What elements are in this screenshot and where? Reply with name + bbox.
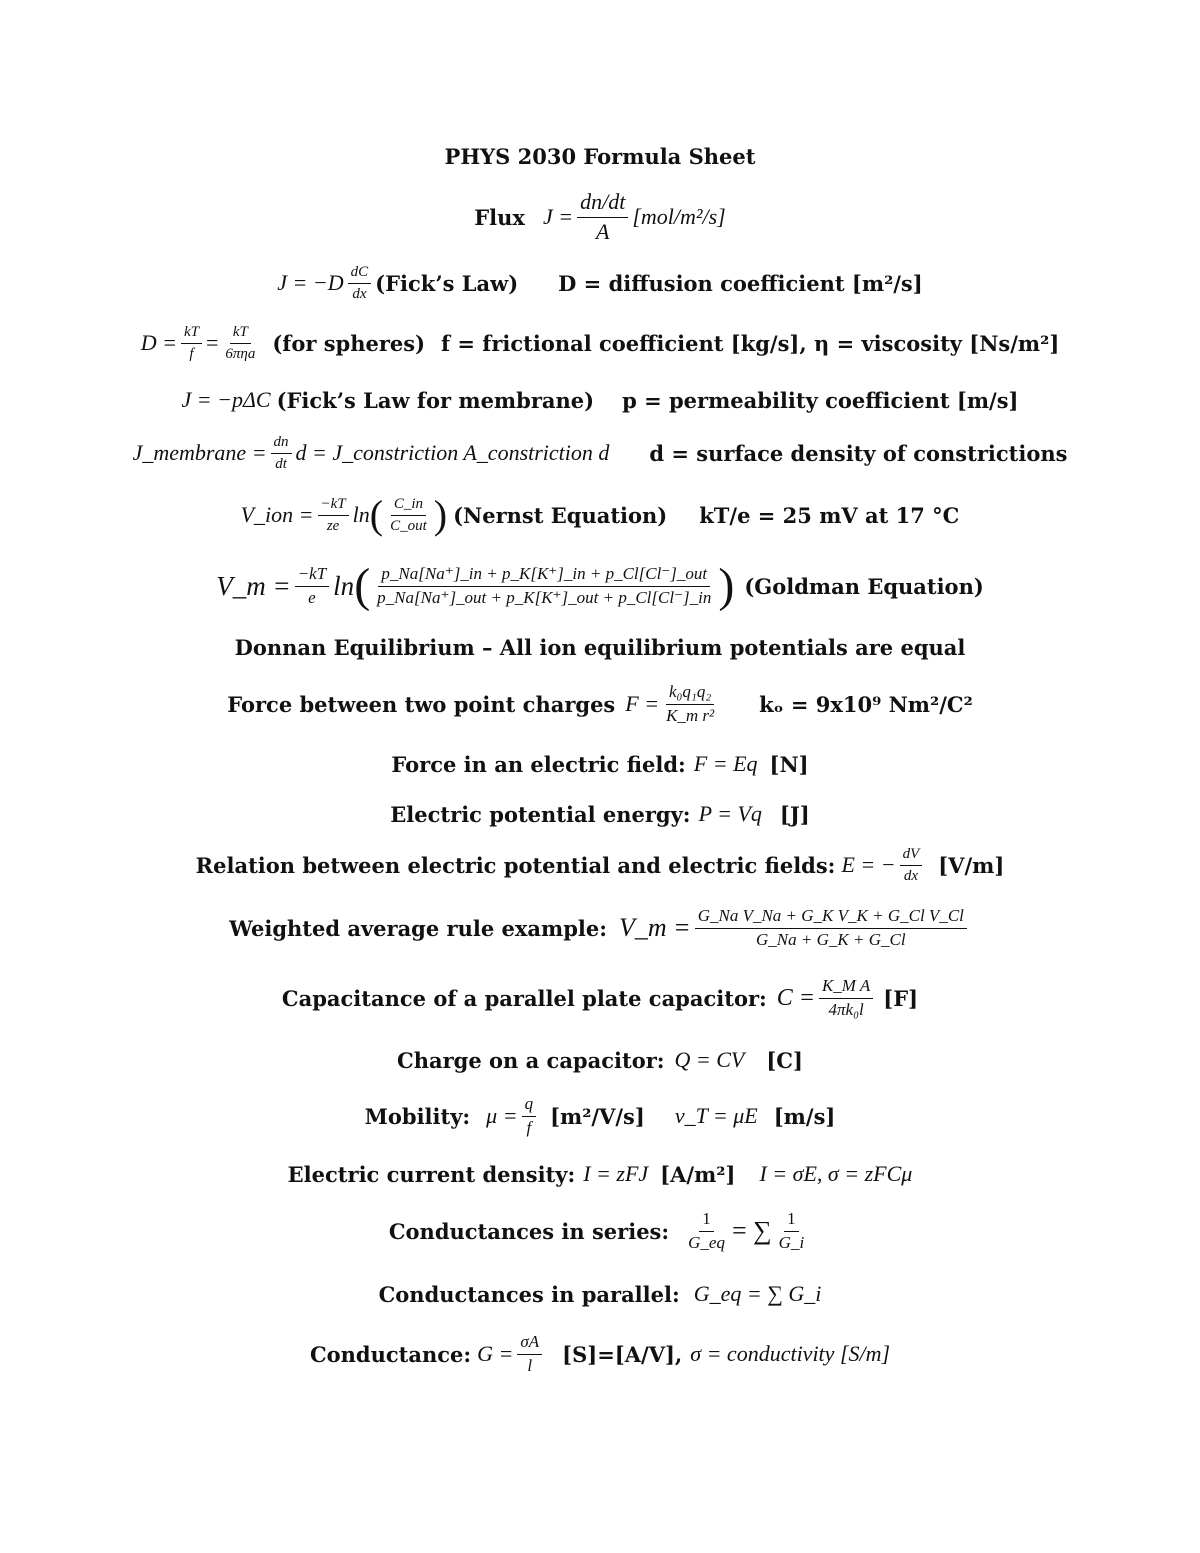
capacitance-line bbox=[0, 970, 1200, 1026]
diffusion-num-1: kT bbox=[181, 324, 202, 344]
diffusion-den-1: f bbox=[189, 345, 194, 362]
weighted-num: G_Na V_Na + G_K V_K + G_Cl V_Cl bbox=[695, 907, 967, 929]
nernst-inner-num: C_in bbox=[391, 496, 426, 516]
constriction-fraction bbox=[271, 434, 292, 472]
mobility-den: f bbox=[526, 1117, 532, 1137]
constriction-note: d = surface density of constrictions bbox=[649, 440, 1068, 466]
mobility-label: Mobility: bbox=[364, 1103, 471, 1129]
fick-note: D = diffusion coefficient [m²/s] bbox=[558, 270, 923, 296]
mobility-unit: [m²/V/s] bbox=[550, 1103, 645, 1129]
capacitance-unit: [F] bbox=[883, 985, 919, 1011]
goldman-open-paren: ( bbox=[354, 559, 371, 612]
mobility-lhs: μ = bbox=[486, 1103, 518, 1128]
series-fraction-1 bbox=[685, 1210, 728, 1252]
constriction-line bbox=[0, 430, 1200, 476]
coulomb-line bbox=[0, 676, 1200, 732]
current-label: Electric current density: bbox=[287, 1161, 576, 1187]
mobility-fraction bbox=[522, 1095, 537, 1137]
flux-label: Flux bbox=[474, 204, 525, 230]
coulomb-den: K_m r² bbox=[666, 705, 715, 725]
goldman-inner-den: p_Na[Na⁺]_out + p_K[K⁺]_out + p_Cl[Cl⁻]_in bbox=[377, 587, 712, 607]
goldman-line bbox=[0, 556, 1200, 616]
pe-unit: [J] bbox=[779, 801, 810, 827]
membrane-line bbox=[0, 382, 1200, 418]
nernst-fraction bbox=[318, 496, 349, 534]
charge-line bbox=[0, 1042, 1200, 1078]
diffusion-fraction-2 bbox=[222, 324, 258, 362]
membrane-note: p = permeability coefficient [m/s] bbox=[622, 387, 1019, 413]
flux-lhs: J = bbox=[542, 204, 574, 229]
diffusion-num-2: kT bbox=[230, 324, 251, 344]
fick-lhs: J = −D bbox=[277, 270, 344, 295]
series-num: 1 bbox=[699, 1210, 714, 1232]
mobility-unit2: [m/s] bbox=[773, 1103, 836, 1129]
nernst-line bbox=[0, 488, 1200, 542]
constriction-lhs: J_membrane = bbox=[132, 440, 267, 465]
capacitance-fraction bbox=[819, 977, 873, 1019]
constriction-mid: d = J_constriction A_constriction d bbox=[295, 440, 610, 465]
charge-formula: Q = CV bbox=[674, 1047, 745, 1072]
charge-label: Charge on a capacitor: bbox=[397, 1047, 665, 1073]
nernst-close-paren: ) bbox=[433, 492, 448, 537]
diffusion-note: f = frictional coefficient [kg/s], η = viscosity [Ns/m²] bbox=[441, 330, 1060, 356]
conductance-lhs: G = bbox=[477, 1341, 514, 1366]
nernst-den: ze bbox=[326, 517, 340, 534]
efield-force-formula: F = Eq bbox=[693, 751, 758, 776]
efield-force-line bbox=[0, 746, 1200, 782]
diffusion-lhs: D = bbox=[140, 330, 177, 355]
coulomb-num: k₀q₁q₂ bbox=[666, 683, 714, 705]
series-sum: = ∑ bbox=[731, 1216, 772, 1245]
goldman-fraction bbox=[295, 565, 329, 607]
series-den-2: G_i bbox=[778, 1232, 805, 1252]
series-label: Conductances in series: bbox=[388, 1218, 670, 1244]
relation-num: dV bbox=[900, 846, 923, 866]
title-text: PHYS 2030 Formula Sheet bbox=[444, 143, 756, 169]
weighted-lhs: V_m = bbox=[619, 913, 691, 942]
conductance-line bbox=[0, 1326, 1200, 1382]
conductance-num: σA bbox=[517, 1333, 542, 1355]
goldman-inner-num: p_Na[Na⁺]_in + p_K[K⁺]_in + p_Cl[Cl⁻]_out bbox=[378, 565, 710, 587]
flux-unit: [mol/m²/s] bbox=[632, 204, 726, 229]
capacitance-den: 4πk₀l bbox=[828, 999, 864, 1019]
mobility-num: q bbox=[522, 1095, 537, 1117]
fick-den: dx bbox=[352, 285, 367, 302]
nernst-open-paren: ( bbox=[369, 492, 384, 537]
capacitance-lhs: C = bbox=[776, 984, 815, 1011]
flux-num: dn/dt bbox=[577, 190, 628, 217]
fick-num: dC bbox=[348, 264, 372, 284]
diffusion-spheres: (for spheres) bbox=[272, 330, 426, 356]
fick-fraction bbox=[348, 264, 372, 302]
weighted-label: Weighted average rule example: bbox=[229, 915, 608, 941]
series-num-2: 1 bbox=[784, 1210, 799, 1232]
mobility-line bbox=[0, 1088, 1200, 1144]
donnan-text: Donnan Equilibrium – All ion equilibrium potentials are equal bbox=[234, 634, 966, 660]
pe-label: Electric potential energy: bbox=[390, 801, 691, 827]
capacitance-label: Capacitance of a parallel plate capacitor: bbox=[281, 985, 767, 1011]
goldman-lhs: V_m = bbox=[216, 570, 291, 601]
goldman-inner-fraction bbox=[374, 565, 714, 607]
nernst-inner-fraction bbox=[387, 496, 430, 534]
pe-formula: P = Vq bbox=[698, 801, 762, 826]
nernst-ln: ln bbox=[352, 502, 370, 527]
nernst-num: −kT bbox=[318, 496, 349, 516]
diffusion-line bbox=[0, 320, 1200, 366]
pe-line bbox=[0, 796, 1200, 832]
conductance-label: Conductance: bbox=[309, 1341, 472, 1367]
current-formula: I = zFJ bbox=[583, 1161, 649, 1186]
series-line bbox=[0, 1202, 1200, 1260]
conductance-unit: [S]=[A/V], bbox=[562, 1341, 683, 1367]
efield-force-unit: [N] bbox=[769, 751, 809, 777]
nernst-name: (Nernst Equation) bbox=[453, 502, 668, 528]
goldman-name: (Goldman Equation) bbox=[744, 573, 984, 599]
relation-lhs: E = − bbox=[841, 852, 896, 877]
donnan-line bbox=[0, 630, 1200, 664]
flux-den: A bbox=[595, 218, 610, 244]
diffusion-fraction-1 bbox=[181, 324, 202, 362]
parallel-line bbox=[0, 1276, 1200, 1312]
nernst-note: kT/e = 25 mV at 17 °C bbox=[699, 502, 960, 528]
coulomb-note: kₒ = 9x10⁹ Nm²/C² bbox=[759, 691, 973, 717]
coulomb-lhs: F = bbox=[625, 691, 660, 716]
mobility-formula2: v_T = μE bbox=[674, 1103, 758, 1128]
nernst-lhs: V_ion = bbox=[240, 502, 314, 527]
current-formula2: I = σE, σ = zFCμ bbox=[759, 1161, 913, 1186]
membrane-name: (Fick’s Law for membrane) bbox=[276, 387, 595, 413]
nernst-inner-den: C_out bbox=[390, 517, 427, 534]
relation-den: dx bbox=[903, 867, 918, 884]
series-den: G_eq bbox=[688, 1232, 725, 1252]
goldman-close-paren: ) bbox=[718, 559, 735, 612]
conductance-fraction bbox=[517, 1333, 542, 1375]
relation-unit: [V/m] bbox=[938, 852, 1005, 878]
weighted-fraction bbox=[695, 907, 967, 949]
capacitance-num: K_M A bbox=[819, 977, 873, 999]
relation-fraction bbox=[900, 846, 923, 884]
goldman-num: −kT bbox=[295, 565, 329, 587]
series-fraction-2 bbox=[776, 1210, 808, 1252]
conductance-note: σ = conductivity [S/m] bbox=[690, 1341, 891, 1366]
constriction-den: dt bbox=[275, 455, 287, 472]
page-title bbox=[0, 140, 1200, 172]
relation-label: Relation between electric potential and electric fields: bbox=[195, 852, 836, 878]
charge-unit: [C] bbox=[766, 1047, 803, 1073]
conductance-den: l bbox=[527, 1355, 533, 1375]
weighted-line bbox=[0, 900, 1200, 956]
flux-line bbox=[0, 188, 1200, 246]
efield-force-label: Force in an electric field: bbox=[391, 751, 686, 777]
diffusion-eq: = bbox=[205, 330, 219, 355]
goldman-ln: ln bbox=[333, 570, 355, 601]
flux-fraction bbox=[577, 190, 628, 243]
coulomb-fraction bbox=[663, 683, 717, 725]
diffusion-den-2: 6πηa bbox=[225, 345, 256, 362]
parallel-formula: G_eq = ∑ G_i bbox=[693, 1281, 822, 1306]
relation-line bbox=[0, 840, 1200, 890]
current-unit: [A/m²] bbox=[660, 1161, 736, 1187]
weighted-den: G_Na + G_K + G_Cl bbox=[756, 929, 906, 949]
fick-name: (Fick’s Law) bbox=[375, 270, 519, 296]
constriction-num: dn bbox=[271, 434, 292, 454]
coulomb-label: Force between two point charges bbox=[227, 691, 616, 717]
current-line bbox=[0, 1156, 1200, 1192]
membrane-formula: J = −pΔC bbox=[181, 387, 271, 412]
fick-line bbox=[0, 260, 1200, 306]
parallel-label: Conductances in parallel: bbox=[378, 1281, 680, 1307]
goldman-den: e bbox=[308, 587, 316, 607]
